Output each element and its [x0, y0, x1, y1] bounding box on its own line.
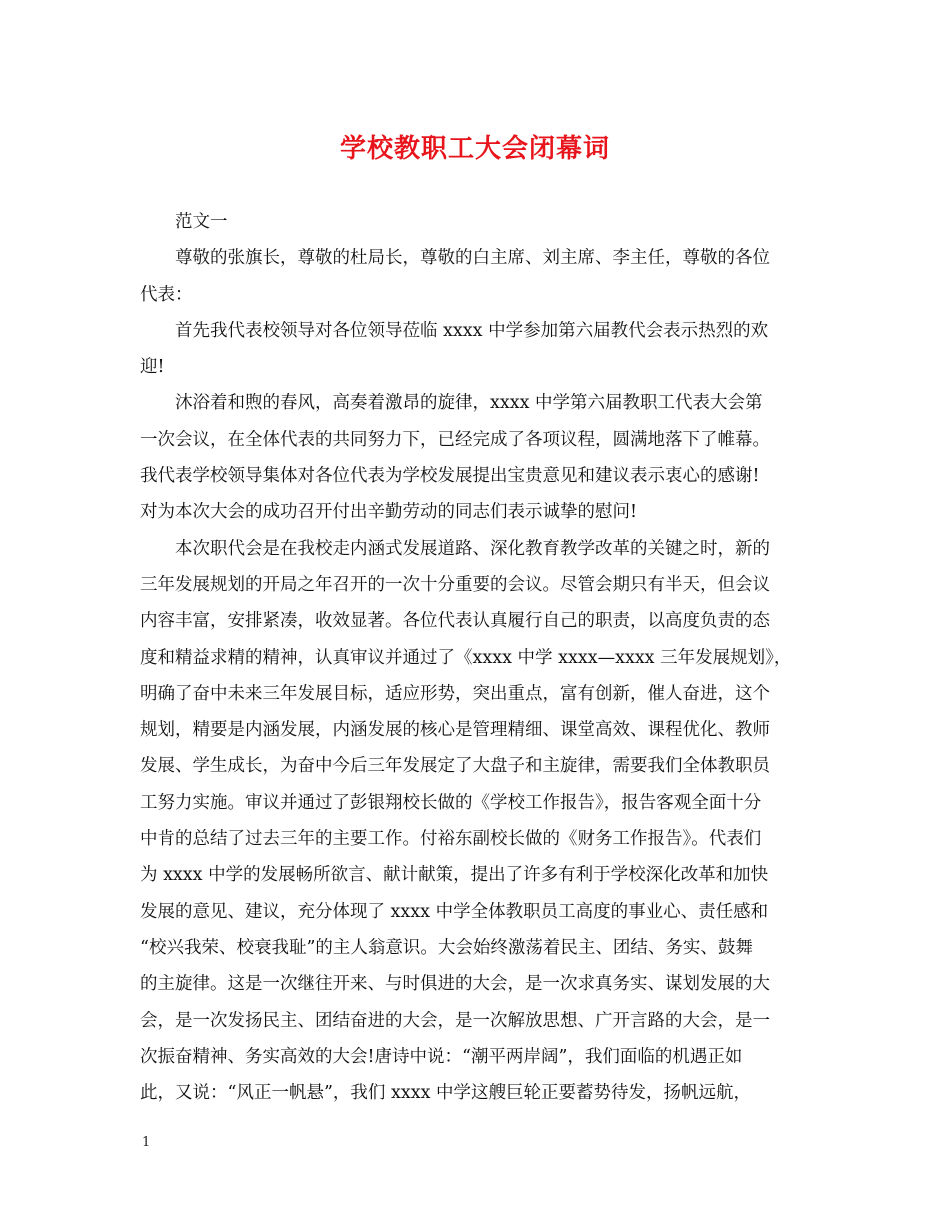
body-line: 工努力实施。审议并通过了彭银翔校长做的《学校工作报告》，报告客观全面十分 [140, 792, 762, 813]
body-line: 我代表学校领导集体对各位代表为学校发展提出宝贵意见和建议表示衷心的感谢! [140, 466, 760, 487]
body-line: 度和精益求精的精神，认真审议并通过了《xxxx 中学 xxxx—xxxx 三年发展规划》， [140, 647, 792, 668]
body-line: 本次职代会是在我校走内涵式发展道路、深化教育教学改革的关键之时，新的 [175, 538, 770, 559]
body-line: 迎! [140, 357, 165, 378]
body-line: 的主旋律。这是一次继往开来、与时俱进的大会，是一次求真务实、谋划发展的大 [140, 974, 770, 995]
body-line: 发展的意见、建议，充分体现了 xxxx 中学全体教职员工高度的事业心、责任感和 [140, 901, 769, 922]
body-line: 次振奋精神、务实高效的大会!唐诗中说：“潮平两岸阔”，我们面临的机遇正如 [140, 1046, 743, 1067]
page-number: 1 [142, 1135, 151, 1150]
body-line: 范文一 [175, 212, 228, 232]
body-line: 首先我代表校领导对各位领导莅临 xxxx 中学参加第六届教代会表示热烈的欢 [175, 320, 769, 341]
body-line: 明确了奋中未来三年发展目标，适应形势，突出重点，富有创新，催人奋进，这个 [140, 683, 770, 704]
body-line: 中肯的总结了过去三年的主要工作。付裕东副校长做的《财务工作报告》。代表们 [140, 829, 762, 850]
body-line: “校兴我荣、校衰我耻”的主人翁意识。大会始终激荡着民主、团结、务实、鼓舞 [140, 937, 753, 958]
document-body [140, 204, 815, 1111]
body-line: 规划，精要是内涵发展，内涵发展的核心是管理精细、课堂高效、课程优化、教师 [140, 720, 770, 741]
document-title: 学校教职工大会闭幕词 [339, 134, 610, 164]
body-line: 三年发展规划的开局之年召开的一次十分重要的会议。尽管会期只有半天，但会议 [140, 574, 770, 595]
body-line: 沐浴着和煦的春风，高奏着激昂的旋律，xxxx 中学第六届教职工代表大会第 [175, 393, 763, 414]
body-line: 尊敬的张旗长，尊敬的杜局长，尊敬的白主席、刘主席、李主任，尊敬的各位 [175, 248, 770, 269]
body-line: 为 xxxx 中学的发展畅所欲言、献计献策，提出了许多有利于学校深化改革和加快 [140, 865, 769, 886]
body-line: 发展、学生成长，为奋中今后三年发展定了大盘子和主旋律，需要我们全体教职员 [140, 756, 770, 777]
body-line: 代表： [140, 284, 193, 305]
body-line: 此，又说：“风正一帆悬”，我们 xxxx 中学这艘巨轮正要蓄势待发，扬帆远航， [140, 1083, 751, 1104]
body-line: 对为本次大会的成功召开付出辛勤劳动的同志们表示诚挚的慰问! [140, 502, 638, 523]
body-line: 一次会议，在全体代表的共同努力下，已经完成了各项议程，圆满地落下了帷幕。 [140, 429, 770, 450]
body-line: 内容丰富，安排紧凑，收效显著。各位代表认真履行自己的职责，以高度负责的态 [140, 611, 770, 632]
body-line: 会，是一次发扬民主、团结奋进的大会，是一次解放思想、广开言路的大会，是一 [140, 1010, 770, 1031]
